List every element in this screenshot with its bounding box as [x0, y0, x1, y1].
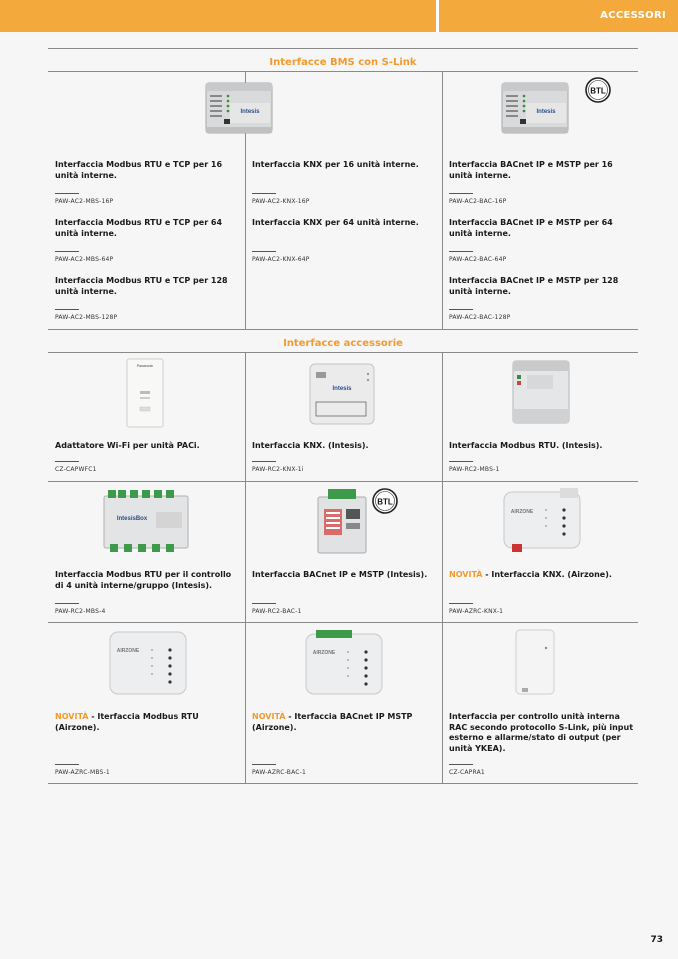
code-dash	[55, 461, 79, 462]
product-title: Interfaccia Modbus RTU e TCP per 16 unità interne.	[55, 160, 223, 180]
divider-line	[48, 71, 638, 72]
bacnet-device-image	[314, 487, 370, 559]
svg-text:IntesisBox: IntesisBox	[116, 516, 148, 522]
novita-label: NOVITÀ	[252, 712, 286, 721]
code-dash	[449, 461, 473, 462]
code-dash	[55, 309, 79, 310]
header-divider	[436, 0, 439, 32]
product-code: PAW-AC2-MBS-128P	[55, 314, 118, 321]
code-dash	[449, 193, 473, 194]
novita-label: NOVITÀ	[449, 570, 483, 579]
divider-line	[48, 352, 638, 353]
product-code: PAW-AC2-MBS-16P	[55, 198, 114, 205]
divider-line	[48, 329, 638, 330]
code-dash	[252, 764, 276, 765]
page-number: 73	[650, 935, 663, 945]
code-dash	[252, 461, 276, 462]
product-title: Interfaccia KNX. (Intesis).	[252, 441, 369, 450]
svg-text:BTL: BTL	[377, 497, 393, 507]
column-divider	[442, 352, 443, 783]
svg-text:Intesis: Intesis	[332, 386, 352, 392]
product-title: Interfaccia Modbus RTU e TCP per 128 unità interne.	[55, 276, 228, 296]
product-code: PAW-RC2-MBS-1	[449, 466, 500, 473]
product-title	[252, 712, 422, 733]
intesis-gateway-image	[204, 79, 274, 137]
wifi-adapter-image	[125, 357, 165, 429]
product-code: PAW-RC2-KNX-1i	[252, 466, 304, 473]
code-dash	[449, 603, 473, 604]
product-title: Interfaccia BACnet IP e MSTP per 128 unità interne.	[449, 276, 619, 296]
product-title: Interfaccia per controllo unità interna RAC secondo protocollo S-Link, più input esterno e allarme/stato di output (per unità YKEA).	[449, 712, 634, 753]
code-dash	[55, 251, 79, 252]
svg-text:AIRZONE: AIRZONE	[510, 509, 534, 515]
intesis-knx-image	[306, 358, 378, 430]
intesis-gateway-image	[500, 79, 570, 137]
product-title	[55, 712, 240, 733]
airzone-knx-image	[500, 486, 584, 558]
product-title-text: - Iterfaccia Modbus RTU (Airzone).	[55, 712, 199, 732]
modbus-rtu-device-image	[505, 357, 577, 429]
code-dash	[55, 603, 79, 604]
product-code: PAW-AC2-KNX-64P	[252, 256, 310, 263]
divider-line	[48, 622, 638, 623]
product-code: CZ-CAPWFC1	[55, 466, 97, 473]
code-dash	[449, 309, 473, 310]
product-code: PAW-AC2-MBS-64P	[55, 256, 114, 263]
product-title: Interfaccia KNX per 64 unità interne.	[252, 218, 419, 227]
product-code: CZ-CAPRA1	[449, 769, 485, 776]
product-title: Adattatore Wi-Fi per unità PACi.	[55, 441, 200, 450]
divider-line	[48, 783, 638, 784]
product-code: PAW-AC2-KNX-16P	[252, 198, 310, 205]
code-dash	[252, 251, 276, 252]
product-title: Interfaccia Modbus RTU. (Intesis).	[449, 441, 603, 450]
svg-text:Intesis: Intesis	[536, 109, 556, 115]
code-dash	[55, 193, 79, 194]
header-bar	[0, 0, 678, 32]
svg-text:AIRZONE: AIRZONE	[312, 650, 336, 656]
product-code: PAW-AZRC-KNX-1	[449, 608, 504, 615]
product-title-text: - Interfaccia KNX. (Airzone).	[482, 570, 612, 579]
section-title-accessories: Interfacce accessorie	[283, 338, 403, 349]
novita-label: NOVITÀ	[55, 712, 89, 721]
svg-text:Intesis: Intesis	[240, 109, 260, 115]
intesisbox-image	[100, 486, 192, 558]
product-title: Interfaccia Modbus RTU per il controllo di 4 unità interne/gruppo (Intesis).	[55, 570, 232, 590]
btl-logo	[371, 487, 399, 515]
product-code: PAW-AC2-BAC-64P	[449, 256, 507, 263]
column-divider	[442, 71, 443, 329]
section-label: ACCESSORI	[600, 10, 666, 21]
code-dash	[449, 764, 473, 765]
product-title-text: - Iterfaccia BACnet IP MSTP (Airzone).	[252, 712, 413, 732]
product-code: PAW-AZRC-BAC-1	[252, 769, 307, 776]
svg-text:Panasonic: Panasonic	[136, 364, 154, 368]
rac-interface-image	[512, 626, 558, 698]
product-code: PAW-AZRC-MBS-1	[55, 769, 110, 776]
airzone-modbus-image	[106, 628, 190, 700]
code-dash	[252, 193, 276, 194]
product-code: PAW-RC2-BAC-1	[252, 608, 302, 615]
product-code: PAW-RC2-MBS-4	[55, 608, 106, 615]
product-title	[449, 570, 634, 581]
product-code: PAW-AC2-BAC-128P	[449, 314, 511, 321]
section-title-bms: Interfacce BMS con S-Link	[269, 57, 417, 68]
airzone-bacnet-image	[302, 628, 386, 700]
code-dash	[55, 764, 79, 765]
product-title: Interfaccia Modbus RTU e TCP per 64 unità interne.	[55, 218, 223, 238]
product-code: PAW-AC2-BAC-16P	[449, 198, 507, 205]
column-divider	[245, 352, 246, 783]
product-title: Interfaccia BACnet IP e MSTP per 16 unità interne.	[449, 160, 613, 180]
divider-line	[48, 48, 638, 49]
product-title: Interfaccia KNX per 16 unità interne.	[252, 160, 419, 169]
divider-line	[48, 481, 638, 482]
btl-logo	[584, 76, 612, 104]
svg-text:AIRZONE: AIRZONE	[116, 648, 140, 654]
svg-text:BTL: BTL	[590, 86, 606, 96]
product-title: Interfaccia BACnet IP e MSTP per 64 unità interne.	[449, 218, 613, 238]
code-dash	[252, 603, 276, 604]
product-title: Interfaccia BACnet IP e MSTP (Intesis).	[252, 570, 428, 579]
code-dash	[449, 251, 473, 252]
